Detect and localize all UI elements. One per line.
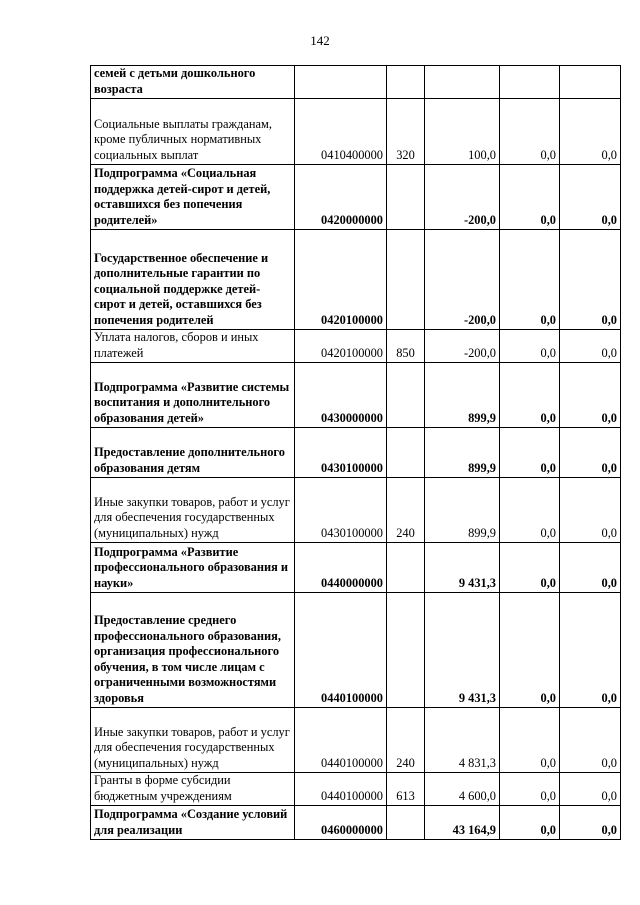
row-name-cell: Иные закупки товаров, работ и услуг для обеспечения государственных (муниципальных) нужд <box>91 708 295 773</box>
row-value-3-cell: 0,0 <box>560 478 621 543</box>
row-type-cell <box>387 428 425 478</box>
row-value-2-cell: 0,0 <box>500 543 560 593</box>
row-value-1-cell: 100,0 <box>425 99 500 165</box>
row-name-cell: Подпрограмма «Развитие системы воспитания и дополнительного образования детей» <box>91 363 295 428</box>
row-value-3-cell: 0,0 <box>560 330 621 363</box>
row-name-cell: Социальные выплаты гражданам, кроме публичных нормативных социальных выплат <box>91 99 295 165</box>
row-code-cell: 0440100000 <box>295 708 387 773</box>
row-type-cell <box>387 593 425 708</box>
row-code-cell: 0430000000 <box>295 363 387 428</box>
row-value-3-cell: 0,0 <box>560 806 621 840</box>
row-value-2-cell: 0,0 <box>500 99 560 165</box>
row-name-cell: семей с детьми дошкольного возраста <box>91 66 295 99</box>
row-code-cell: 0460000000 <box>295 806 387 840</box>
row-type-cell <box>387 363 425 428</box>
row-value-3-cell: 0,0 <box>560 708 621 773</box>
row-type-cell: 613 <box>387 773 425 806</box>
row-value-3-cell: 0,0 <box>560 165 621 230</box>
row-type-cell <box>387 806 425 840</box>
page-number: 142 <box>310 33 330 48</box>
row-value-1-cell <box>425 66 500 99</box>
row-value-2-cell: 0,0 <box>500 478 560 543</box>
table-row <box>91 773 621 806</box>
row-name-cell: Предоставление среднего профессионального образования, организация профессионального обучения, в том числе лицам с ограниченными возможностями здоровья <box>91 593 295 708</box>
row-value-3-cell: 0,0 <box>560 543 621 593</box>
row-name-cell: Государственное обеспечение и дополнительные гарантии по социальной поддержке детей-сирот и детей, оставшихся без попечения родителей <box>91 230 295 330</box>
row-name-cell: Гранты в форме субсидии бюджетным учреждениям <box>91 773 295 806</box>
row-type-cell <box>387 165 425 230</box>
row-name-cell: Подпрограмма «Создание условий для реализации <box>91 806 295 840</box>
row-code-cell: 0440000000 <box>295 543 387 593</box>
row-value-2-cell: 0,0 <box>500 428 560 478</box>
row-value-2-cell <box>500 66 560 99</box>
table-row <box>91 165 621 230</box>
row-value-1-cell: 43 164,9 <box>425 806 500 840</box>
row-code-cell: 0440100000 <box>295 773 387 806</box>
row-value-1-cell: -200,0 <box>425 165 500 230</box>
table-row <box>91 428 621 478</box>
row-code-cell: 0440100000 <box>295 593 387 708</box>
row-code-cell: 0430100000 <box>295 428 387 478</box>
row-type-cell: 240 <box>387 708 425 773</box>
row-value-3-cell: 0,0 <box>560 363 621 428</box>
row-value-2-cell: 0,0 <box>500 165 560 230</box>
row-value-3-cell: 0,0 <box>560 773 621 806</box>
table-row <box>91 478 621 543</box>
row-value-1-cell: -200,0 <box>425 230 500 330</box>
row-name-cell: Уплата налогов, сборов и иных платежей <box>91 330 295 363</box>
row-value-1-cell: 899,9 <box>425 363 500 428</box>
row-value-1-cell: 4 831,3 <box>425 708 500 773</box>
row-name-cell: Подпрограмма «Социальная поддержка детей-сирот и детей, оставшихся без попечения родителей» <box>91 165 295 230</box>
table-row <box>91 708 621 773</box>
row-type-cell <box>387 230 425 330</box>
row-code-cell <box>295 66 387 99</box>
row-value-1-cell: 899,9 <box>425 428 500 478</box>
budget-table <box>90 65 621 840</box>
row-value-1-cell: 4 600,0 <box>425 773 500 806</box>
table-row <box>91 593 621 708</box>
row-name-cell: Подпрограмма «Развитие профессионального образования и науки» <box>91 543 295 593</box>
row-value-1-cell: -200,0 <box>425 330 500 363</box>
row-value-2-cell: 0,0 <box>500 708 560 773</box>
table-row <box>91 806 621 840</box>
row-value-2-cell: 0,0 <box>500 773 560 806</box>
row-type-cell: 320 <box>387 99 425 165</box>
row-code-cell: 0420000000 <box>295 165 387 230</box>
row-code-cell: 0430100000 <box>295 478 387 543</box>
row-value-3-cell: 0,0 <box>560 99 621 165</box>
row-value-2-cell: 0,0 <box>500 363 560 428</box>
table-row <box>91 330 621 363</box>
row-type-cell <box>387 66 425 99</box>
row-type-cell: 850 <box>387 330 425 363</box>
row-code-cell: 0410400000 <box>295 99 387 165</box>
row-code-cell: 0420100000 <box>295 330 387 363</box>
row-value-1-cell: 9 431,3 <box>425 543 500 593</box>
row-value-3-cell: 0,0 <box>560 428 621 478</box>
row-value-2-cell: 0,0 <box>500 230 560 330</box>
table-row <box>91 99 621 165</box>
row-value-1-cell: 9 431,3 <box>425 593 500 708</box>
row-code-cell: 0420100000 <box>295 230 387 330</box>
row-value-3-cell <box>560 66 621 99</box>
row-value-3-cell: 0,0 <box>560 593 621 708</box>
row-type-cell: 240 <box>387 478 425 543</box>
row-type-cell <box>387 543 425 593</box>
row-value-2-cell: 0,0 <box>500 806 560 840</box>
table-row <box>91 543 621 593</box>
table-row <box>91 363 621 428</box>
row-value-3-cell: 0,0 <box>560 230 621 330</box>
table-row <box>91 230 621 330</box>
table-row <box>91 66 621 99</box>
row-value-2-cell: 0,0 <box>500 593 560 708</box>
row-value-2-cell: 0,0 <box>500 330 560 363</box>
row-name-cell: Иные закупки товаров, работ и услуг для обеспечения государственных (муниципальных) нужд <box>91 478 295 543</box>
row-value-1-cell: 899,9 <box>425 478 500 543</box>
row-name-cell: Предоставление дополнительного образования детям <box>91 428 295 478</box>
